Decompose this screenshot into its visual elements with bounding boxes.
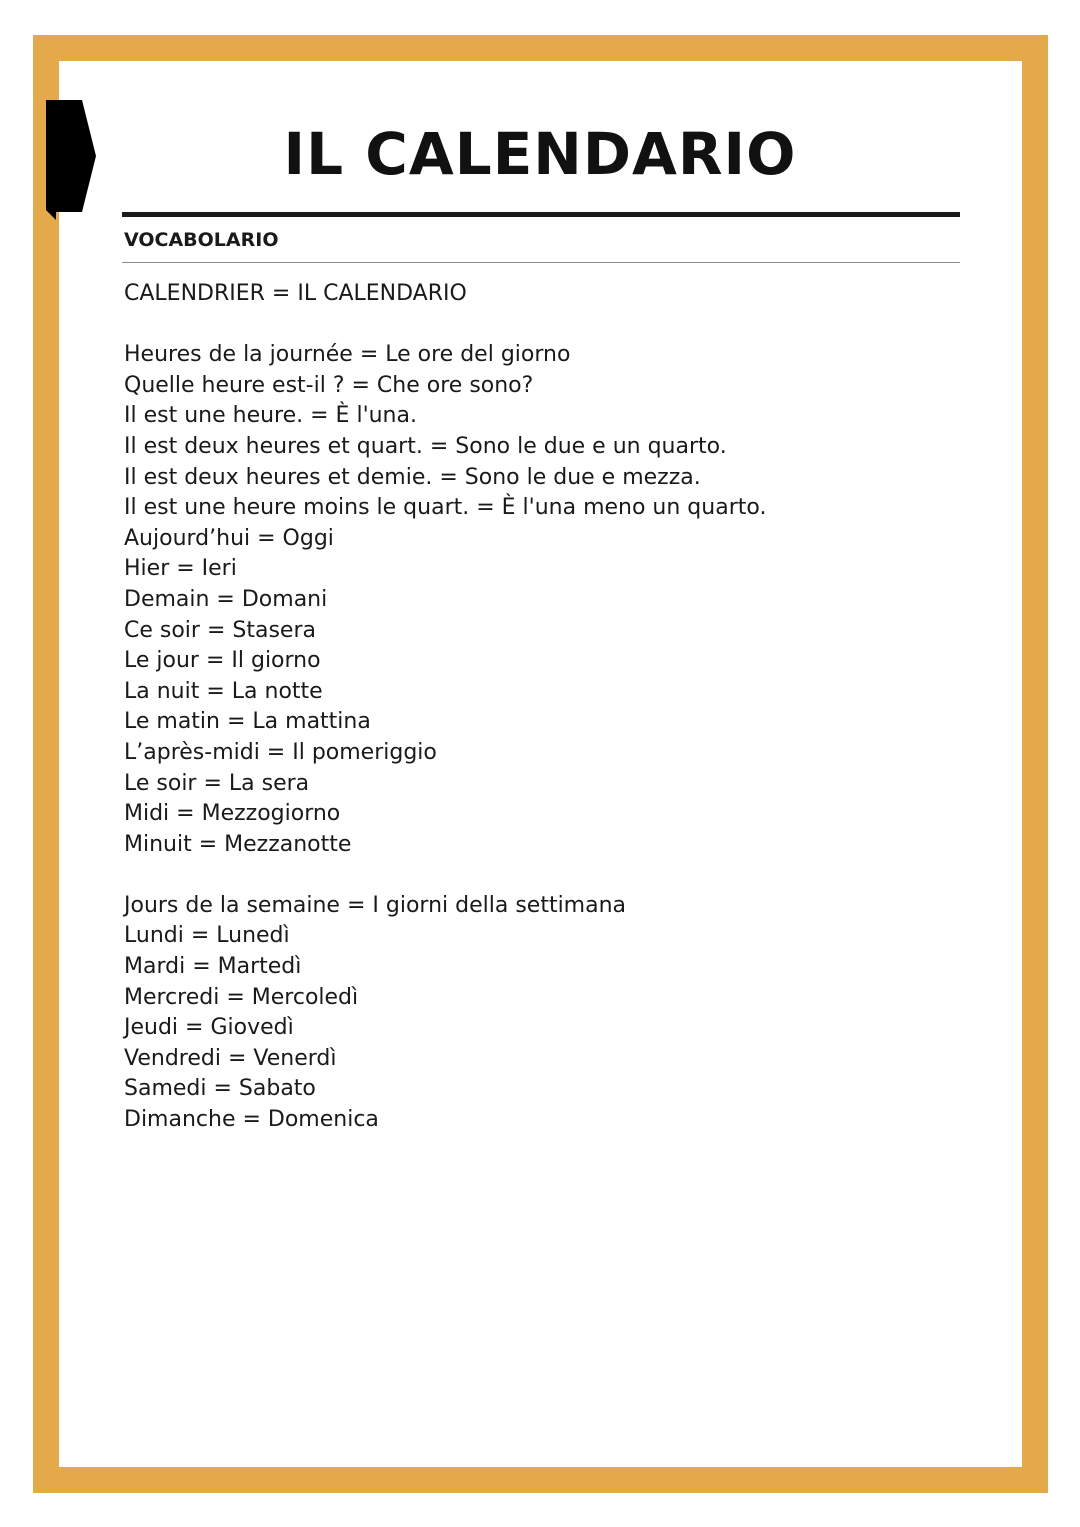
vocabulary-list	[124, 279, 954, 1136]
vocab-line: Samedi = Sabato	[124, 1076, 316, 1102]
vocab-line: Hier = Ieri	[124, 556, 237, 582]
vocab-line: Heures de la journée = Le ore del giorno	[124, 342, 571, 368]
vocab-line: Minuit = Mezzanotte	[124, 831, 352, 857]
vocab-line: Demain = Domani	[124, 586, 328, 612]
vocab-line: Lundi = Lunedì	[124, 923, 290, 949]
page-title: IL CALENDARIO	[283, 120, 797, 188]
vocab-line: Jours de la semaine = I giorni della settimana	[124, 892, 627, 918]
vocab-line: Aujourd’hui = Oggi	[124, 525, 334, 551]
vocab-line: Mardi = Martedì	[124, 954, 302, 980]
vocab-line: Il est une heure. = È l'una.	[124, 403, 417, 429]
vocab-line: Jeudi = Giovedì	[124, 1015, 294, 1041]
title-divider	[122, 212, 960, 217]
vocab-line: CALENDRIER = IL CALENDARIO	[124, 281, 467, 306]
vocab-line: Quelle heure est-il ? = Che ore sono?	[124, 372, 534, 398]
block-spacer	[124, 860, 954, 891]
vocab-line: Midi = Mezzogiorno	[124, 801, 341, 827]
vocab-line: Mercredi = Mercoledì	[124, 984, 359, 1010]
vocab-line: Dimanche = Domenica	[124, 1107, 379, 1133]
vocab-line: Le matin = La mattina	[124, 709, 371, 735]
vocab-line: Il est deux heures et demie. = Sono le due e mezza.	[124, 464, 701, 490]
vocab-line: Vendredi = Venerdì	[124, 1045, 337, 1071]
vocab-line: L’après-midi = Il pomeriggio	[124, 739, 437, 765]
vocab-line: Le soir = La sera	[124, 770, 310, 796]
vocab-line: Le jour = Il giorno	[124, 648, 321, 674]
vocab-line: Il est une heure moins le quart. = È l'una meno un quarto.	[124, 495, 767, 521]
section-divider	[122, 262, 960, 263]
section-label: VOCABOLARIO	[124, 229, 279, 251]
block-spacer	[124, 310, 954, 341]
vocab-line: La nuit = La notte	[124, 678, 323, 704]
vocab-line: Il est deux heures et quart. = Sono le due e un quarto.	[124, 433, 727, 459]
vocab-line: Ce soir = Stasera	[124, 617, 316, 643]
